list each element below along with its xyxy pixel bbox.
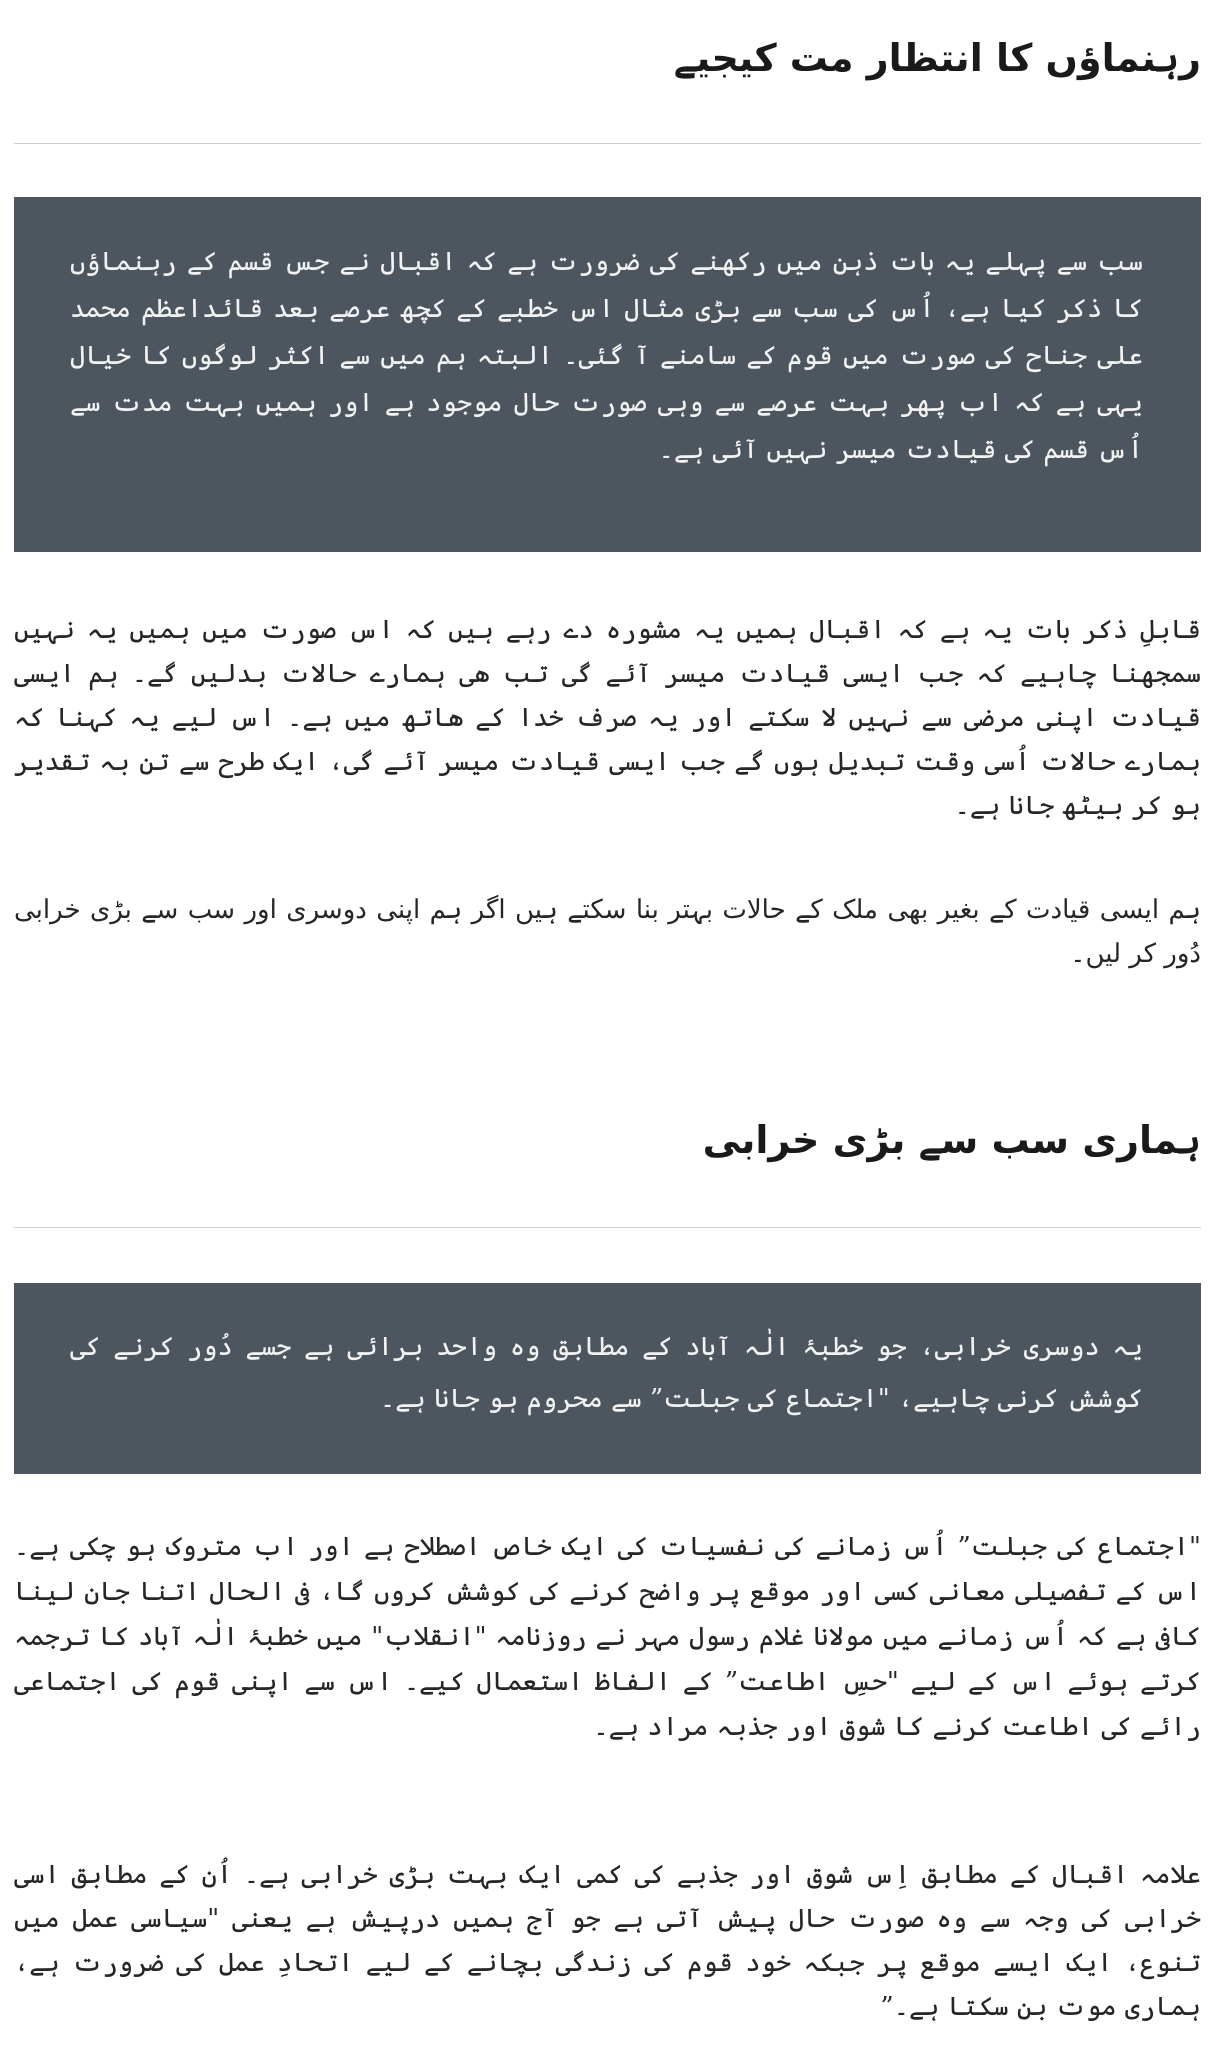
paragraph: "اجتماع کی جبلت” اُس زمانے کی نفسیات کی ایک خاص اصطلاح ہے اور اب متروک ہو چکی ہے۔ اس کے تفصیلی معانی کسی اور موقع پر واضح کرنے کی کوشش کروں گا، فی الحال اتنا جان لینا کافی ہے کہ اُس زمانے میں مولانا غلام رسول مہر نے روزنامہ "انقلاب" میں خطبۂ الٰہ آباد کا ترجمہ کرتے ہوئے اس کے لیے "حسِ اطاعت” کے الفاظ استعمال کیے۔ اس سے اپنی قوم کی اجتماعی رائے کی اطاعت کرنے کا شوق اور جذبہ مراد ہے۔ [14, 1532, 1202, 1742]
divider [14, 143, 1201, 144]
blockquote: سب سے پہلے یہ بات ذہن میں رکھنے کی ضرورت ہے کہ اقبال نے جس قسم کے رہنماؤں کا ذکر کیا ہے، اُس کی سب سے بڑی مثال اس خطبے کے کچھ عرصے بعد قائداعظم محمد علی جناح کی صورت میں قوم کے سامنے آ گئی۔ البتہ ہم میں سے اکثر لوگوں کا خیال یہی ہے کہ اب پھر بہت عرصے سے وہی صورت حال موجود ہے اور ہمیں بہت مدت سے اُس قسم کی قیادت میسر نہیں آئی ہے۔ [14, 197, 1201, 552]
section-heading: ہماری سب سے بڑی خرابی [702, 1118, 1201, 1162]
divider [14, 1227, 1201, 1228]
paragraph: علامہ اقبال کے مطابق اِس شوق اور جذبے کی کمی ایک بہت بڑی خرابی ہے۔ اُن کے مطابق اسی خرابی کی وجہ سے وہ صورت حال پیش آتی ہے جو آج ہمیں درپیش ہے یعنی "سیاسی عمل میں تنوع، ایک ایسے موقع پر جبکہ خود قوم کی زندگی بچانے کے لیے اتحادِ عمل کی ضرورت ہے، ہماری موت بن سکتا ہے۔” [14, 1860, 1201, 2022]
section-heading: رہنماؤں کا انتظار مت کیجیے [673, 36, 1201, 80]
paragraph: ہم ایسی قیادت کے بغیر بھی ملک کے حالات بہتر بنا سکتے ہیں اگر ہم اپنی دوسری اور سب سے بڑی خرابی دُور کر لیں۔ [14, 895, 1201, 969]
paragraph: قابلِ ذکر بات یہ ہے کہ اقبال ہمیں یہ مشورہ دے رہے ہیں کہ اس صورت میں ہمیں یہ نہیں سمجھنا چاہیے کہ جب ایسی قیادت میسر آئے گی تب ھی ہمارے حالات بدلیں گے۔ ہم ایسی قیادت اپنی مرضی سے نہیں لا سکتے اور یہ صرف خدا کے ھاتھ میں ہے۔ اس لیے یہ کہنا کہ ہمارے حالات اُسی وقت تبدیل ہوں گے جب ایسی قیادت میسر آئے گی، ایک طرح سے تن بہ تقدیر ہو کر بیٹھ جانا ہے۔ [14, 615, 1201, 821]
blockquote: یہ دوسری خرابی، جو خطبۂ الٰہ آباد کے مطابق وہ واحد برائی ہے جسے دُور کرنے کی کوشش کرنی چاہیے، "اجتماع کی جبلت” سے محروم ہو جانا ہے۔ [14, 1283, 1201, 1474]
